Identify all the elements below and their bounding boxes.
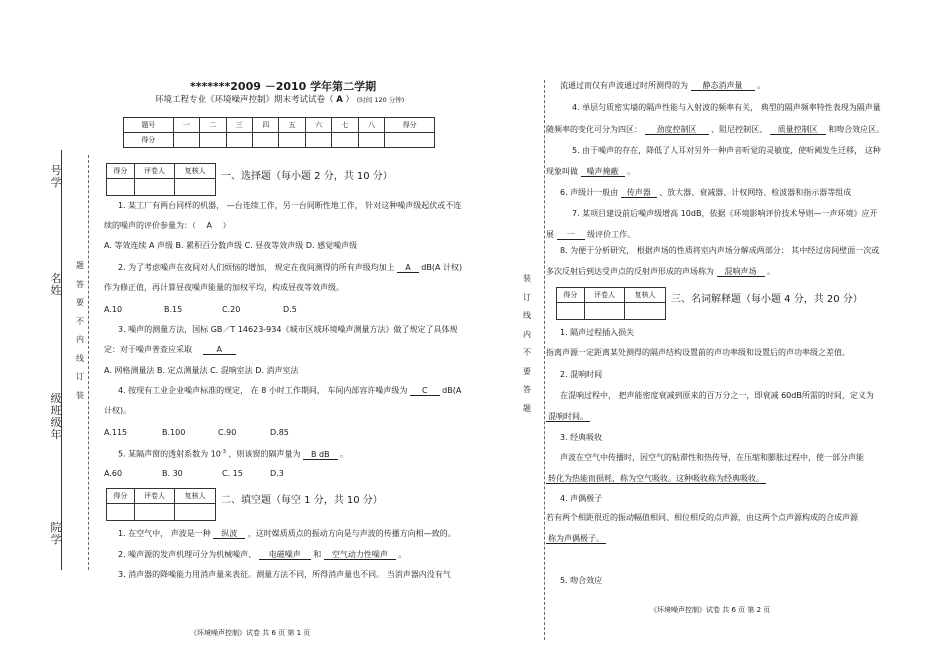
score-cell: 七 xyxy=(332,118,358,133)
q2-option-b: B.15 xyxy=(164,305,183,314)
r7-prompt: 展 xyxy=(546,230,554,239)
score-cell xyxy=(305,133,331,148)
score-cell xyxy=(226,133,252,148)
grader-row xyxy=(107,179,216,196)
grader-cell xyxy=(625,303,666,320)
q2-unit: dB(A 计权) xyxy=(421,263,463,272)
footer-page-1: 《环境噪声控制》试卷 共 6 页 第 1 页 xyxy=(190,629,311,637)
f2-answer-1: 电磁噪声 xyxy=(259,550,311,560)
margin-char: 名 xyxy=(50,272,62,285)
q1-answer: A xyxy=(206,221,213,230)
note-do-not-answer-right xyxy=(522,270,532,418)
q4-prompt: 4. 按现有工业企业噪声标准的规定， 在 8 小时工作期间， 车间内部容许噪声级为 xyxy=(118,386,408,395)
r5-close: 。 xyxy=(627,167,636,176)
label-school xyxy=(50,522,62,546)
f2-prompt: 2. 噪声源的发声机理可分为机械噪声、 xyxy=(118,550,257,559)
f1-answer: 纵波 xyxy=(213,529,245,539)
score-cell: 三 xyxy=(226,118,252,133)
grader-cell xyxy=(134,179,175,196)
score-table xyxy=(123,117,435,148)
term4-definition-b-text: 称为声偶极子。 xyxy=(548,534,604,543)
margin-char: 学 xyxy=(50,176,62,189)
margin-char: 班 xyxy=(50,404,62,417)
note-char: 要 xyxy=(76,298,84,307)
q3-line1: 3. 噪声的测量方法，国标 GB／T 14623-934《城市区域环境噪声测量方法》做了规定了具体规 xyxy=(118,325,458,334)
q2-option-c: C.20 xyxy=(222,305,241,314)
r4-prompt: 随频率的变化可分为四区： xyxy=(546,125,642,134)
q3-options: A. 网格测量法 B. 定点测量法 C. 混响室法 D. 消声室法 xyxy=(104,366,299,375)
r6-prompt: 6. 声级计一般由 xyxy=(560,188,619,197)
q2-prompt: 2. 为了考虑噪声在夜间对人们烦恼的增加， 规定在夜间测得的所有声级均加上 xyxy=(118,263,395,272)
exam-time: (时间 120 分钟) xyxy=(356,96,405,104)
score-cell: 得分 xyxy=(385,118,435,133)
term-title: *******2009 －2010 学年第二学期 xyxy=(190,80,377,93)
grader-cell: 评卷人 xyxy=(134,489,175,504)
r4-end: 和吻合效应区。 xyxy=(828,125,885,134)
grader-row xyxy=(107,164,216,179)
q5-option-c: C. 15 xyxy=(222,469,243,478)
score-cell xyxy=(332,133,358,148)
r7-line2 xyxy=(546,229,635,240)
exam-title-close: ） xyxy=(345,95,355,105)
r7-rest: 级评价工作。 xyxy=(587,230,636,239)
grader-row xyxy=(107,504,216,521)
section1-heading: 一、选择题（每小题 2 分，共 10 分） xyxy=(221,171,393,182)
score-cell xyxy=(200,133,226,148)
r4-answer-1: 劲度控制区 xyxy=(645,125,709,135)
term1-definition: 指离声源一定距离某处测得的隔声结构设置前的声功率级和设置后的声功率级之差值。 xyxy=(546,348,850,357)
grader-cell: 复核人 xyxy=(625,288,666,303)
score-cell: 四 xyxy=(252,118,278,133)
q4-line2: 计权)。 xyxy=(104,406,132,415)
binding-line xyxy=(61,150,62,570)
note-char: 装 xyxy=(523,274,531,283)
grader-box xyxy=(556,287,666,320)
r6-rest: 、放大器、衰减器、计权网络、检波器和指示器等组成 xyxy=(659,188,852,197)
score-cell xyxy=(385,133,435,148)
note-char: 内 xyxy=(76,335,84,344)
term3-definition-b-text: 转化为热能而损耗，称为空气吸收。这种吸收称为经典吸收。 xyxy=(548,474,764,483)
grader-cell xyxy=(557,303,585,320)
grader-box xyxy=(106,163,216,196)
r7-line1: 7. 某项目建设前后噪声级增高 10dB，依据《环境影响评价技术导则—一声环境》应开 xyxy=(572,209,878,218)
f2-close: 。 xyxy=(398,550,407,559)
label-class xyxy=(50,393,62,441)
section3-heading: 三、名词解释题（每小题 4 分，共 20 分） xyxy=(671,294,863,305)
q5-prompt-b: ，则该窗的隔声量为 xyxy=(228,449,301,459)
r6-answer: 传声器 xyxy=(621,188,657,198)
r7-answer: 一 xyxy=(557,230,585,240)
margin-char: 学 xyxy=(50,533,62,546)
r1-prompt: 流通过而仅有声波通过时所测得的为 xyxy=(560,81,688,90)
r8-line2 xyxy=(546,266,775,277)
note-char: 答 xyxy=(76,279,84,289)
score-cell: 六 xyxy=(305,118,331,133)
q2-answer: A xyxy=(397,263,418,273)
note-char: 题 xyxy=(523,403,531,413)
score-value-row xyxy=(124,133,435,148)
grader-cell: 复核人 xyxy=(175,489,216,504)
term4-definition-a: 若有两个相距很近的振动幅值相同、相位相反的点声源，由这两个点声源构成的合成声源 xyxy=(546,513,858,522)
q2-line1 xyxy=(118,262,462,273)
score-cell: 五 xyxy=(279,118,305,133)
grader-row xyxy=(557,288,666,303)
grader-cell xyxy=(134,504,175,521)
r5-prompt: 现象叫做 xyxy=(546,167,578,176)
grader-cell: 评卷人 xyxy=(134,164,175,179)
q2-option-d: D.5 xyxy=(283,305,297,314)
margin-char: 号 xyxy=(50,164,62,177)
f1-line xyxy=(118,528,456,539)
note-char: 线 xyxy=(76,353,84,363)
q4-option-b: B.100 xyxy=(162,428,186,437)
r5-line1: 5. 由于噪声的存在，降低了人耳对另外一种声音听觉的灵敏度，使听阈发生迁移， 这种 xyxy=(572,146,881,155)
score-cell: 得分 xyxy=(124,133,174,148)
q3-line2 xyxy=(104,344,236,355)
grader-cell: 得分 xyxy=(107,489,135,504)
r8-line1: 8. 为便于分析研究， 根据声场的性质将室内声场分解成两部分： 其中经过房间壁面一次或 xyxy=(560,246,880,255)
q5-option-b: B. 30 xyxy=(162,469,183,478)
score-cell: 二 xyxy=(200,118,226,133)
r4-answer-2: 质量控制区 xyxy=(770,125,826,135)
q4-option-a: A.115 xyxy=(104,428,128,437)
note-char: 订 xyxy=(76,372,84,381)
r6-line xyxy=(560,187,851,198)
r1-close: 。 xyxy=(757,81,766,90)
term3-definition-a: 声波在空气中传播时，因空气的粘滞性和热传导，在压缩和膨胀过程中，使一部分声能 xyxy=(560,453,864,462)
q1-line2 xyxy=(104,220,231,231)
note-char: 装 xyxy=(76,390,84,400)
score-header-row xyxy=(124,118,435,133)
r4-line1: 4. 单层匀质密实墙的隔声性能与入射波的频率有关， 典型的隔声频率特性表现为隔声量 xyxy=(572,103,881,112)
q5-answer: B dB xyxy=(303,450,338,460)
grader-cell xyxy=(584,303,625,320)
term3-definition-b xyxy=(546,473,766,484)
f2-answer-2: 空气动力性噪声 xyxy=(324,550,396,560)
q5-prompt: 5. 某隔声窗的透射系数为 10 xyxy=(118,449,221,459)
grader-cell xyxy=(107,179,135,196)
term5-title: 5. 吻合效应 xyxy=(560,576,603,585)
r4-line2 xyxy=(546,124,884,135)
f2-and: 和 xyxy=(313,550,322,559)
f1-rest: ，这时媒质质点的振动方向是与声波的传播方向相—致的。 xyxy=(247,529,456,538)
q5-option-a: A.60 xyxy=(104,469,123,478)
score-cell xyxy=(252,133,278,148)
q1-close: ） xyxy=(222,221,231,230)
r5-answer: 噪声掩蔽 xyxy=(581,167,625,177)
grader-cell: 评卷人 xyxy=(584,288,625,303)
q4-option-c: C.90 xyxy=(218,428,237,437)
note-char: 订 xyxy=(523,292,531,302)
score-cell: 题号 xyxy=(124,118,174,133)
margin-char: 院 xyxy=(50,521,62,534)
grader-row xyxy=(107,489,216,504)
grader-cell xyxy=(175,179,216,196)
term4-definition-b xyxy=(546,533,606,544)
q5-close: 。 xyxy=(340,449,349,459)
q5-option-d: D.3 xyxy=(270,469,284,478)
r8-answer: 混响声场 xyxy=(717,267,765,277)
score-cell xyxy=(173,133,199,148)
grader-cell xyxy=(175,504,216,521)
exam-version: A xyxy=(336,95,343,105)
r1-answer: 静态消声量 xyxy=(691,81,755,91)
q3-prompt: 定：对于噪声普查应采取 xyxy=(104,345,192,354)
exam-title-text: 环境工程专业《环境噪声控制》期末考试试卷（ xyxy=(155,95,334,105)
q1-text: 1. 某工厂有两台同样的机器， —台连续工作，另一台间断性地工作， 针对这种噪声级起伏或不连 xyxy=(118,201,462,210)
q5-exponent: -3 xyxy=(220,449,226,455)
note-char: 不 xyxy=(76,316,84,326)
label-name xyxy=(50,273,62,297)
term2-title: 2. 混响时间 xyxy=(560,370,603,379)
term2-definition-b-text: 混响时间。 xyxy=(548,412,588,421)
term2-definition-b xyxy=(546,411,590,422)
term4-title: 4. 声偶极子 xyxy=(560,494,603,503)
q5-line1 xyxy=(118,447,348,460)
score-cell xyxy=(279,133,305,148)
q4-line1 xyxy=(118,385,461,396)
cut-line-left xyxy=(88,155,89,570)
exam-title xyxy=(155,95,404,106)
cut-line-middle xyxy=(544,80,545,640)
margin-char: 年 xyxy=(50,428,62,441)
score-cell: 八 xyxy=(358,118,384,133)
f1-prompt: 1. 在空气中， 声波是一种 xyxy=(118,529,211,538)
grader-cell xyxy=(107,504,135,521)
note-char: 不 xyxy=(523,348,531,357)
q4-unit: dB(A xyxy=(442,386,462,395)
grader-row xyxy=(557,303,666,320)
note-do-not-answer-left xyxy=(75,257,85,405)
term2-definition-a: 在混响过程中， 把声能密度衰减到原来的百万分之一，即衰减 60dB所需的时间，定义为 xyxy=(560,391,874,400)
q3-answer: A xyxy=(203,345,236,355)
term3-title: 3. 经典吸收 xyxy=(560,433,603,442)
note-char: 答 xyxy=(523,385,531,394)
grader-cell: 复核人 xyxy=(175,164,216,179)
grader-cell: 得分 xyxy=(107,164,135,179)
score-cell: 一 xyxy=(173,118,199,133)
margin-char: 姓 xyxy=(50,284,62,297)
grader-cell: 得分 xyxy=(557,288,585,303)
section2-heading: 二、填空题（每空 1 分，共 10 分） xyxy=(221,495,383,506)
note-char: 要 xyxy=(523,366,531,376)
q2-option-a: A.10 xyxy=(104,305,123,314)
q2-line2: 作为修正值，再计算昼夜噪声能量的加权平均，构成昼夜等效声级。 xyxy=(104,283,344,292)
q1-options: A. 等效连续 A 声级 B. 累积百分数声级 C. 昼夜等效声级 D. 感觉噪声级 xyxy=(104,241,358,250)
label-student-id xyxy=(50,165,62,189)
margin-char: 级 xyxy=(50,392,62,405)
q1-prompt: 续的噪声的评价参量为：（ xyxy=(104,221,196,230)
r8-close: 。 xyxy=(767,267,776,276)
note-char: 内 xyxy=(523,329,531,339)
r4-mid: 、阻尼控制区、 xyxy=(711,125,768,134)
q4-option-d: D.85 xyxy=(270,428,289,437)
r8-prompt: 多次反射后到达受声点的反射声形成的声场称为 xyxy=(546,267,714,276)
f3-line: 3. 消声器的降噪能力用消声量来表征。测量方法不同，所得消声量也不同。 当消声器内没有气 xyxy=(118,570,451,579)
footer-page-2: 《环境噪声控制》试卷 共 6 页 第 2 页 xyxy=(650,606,771,614)
note-char: 线 xyxy=(523,311,531,320)
term1-title: 1. 隔声过程插入损失 xyxy=(560,328,635,337)
q4-answer: C xyxy=(410,386,440,396)
r1-line xyxy=(560,80,765,91)
grader-box xyxy=(106,488,216,521)
r5-line2 xyxy=(546,166,635,177)
margin-char: 级 xyxy=(50,416,62,429)
note-char: 题 xyxy=(76,261,84,270)
f2-line xyxy=(118,549,406,560)
score-cell xyxy=(358,133,384,148)
